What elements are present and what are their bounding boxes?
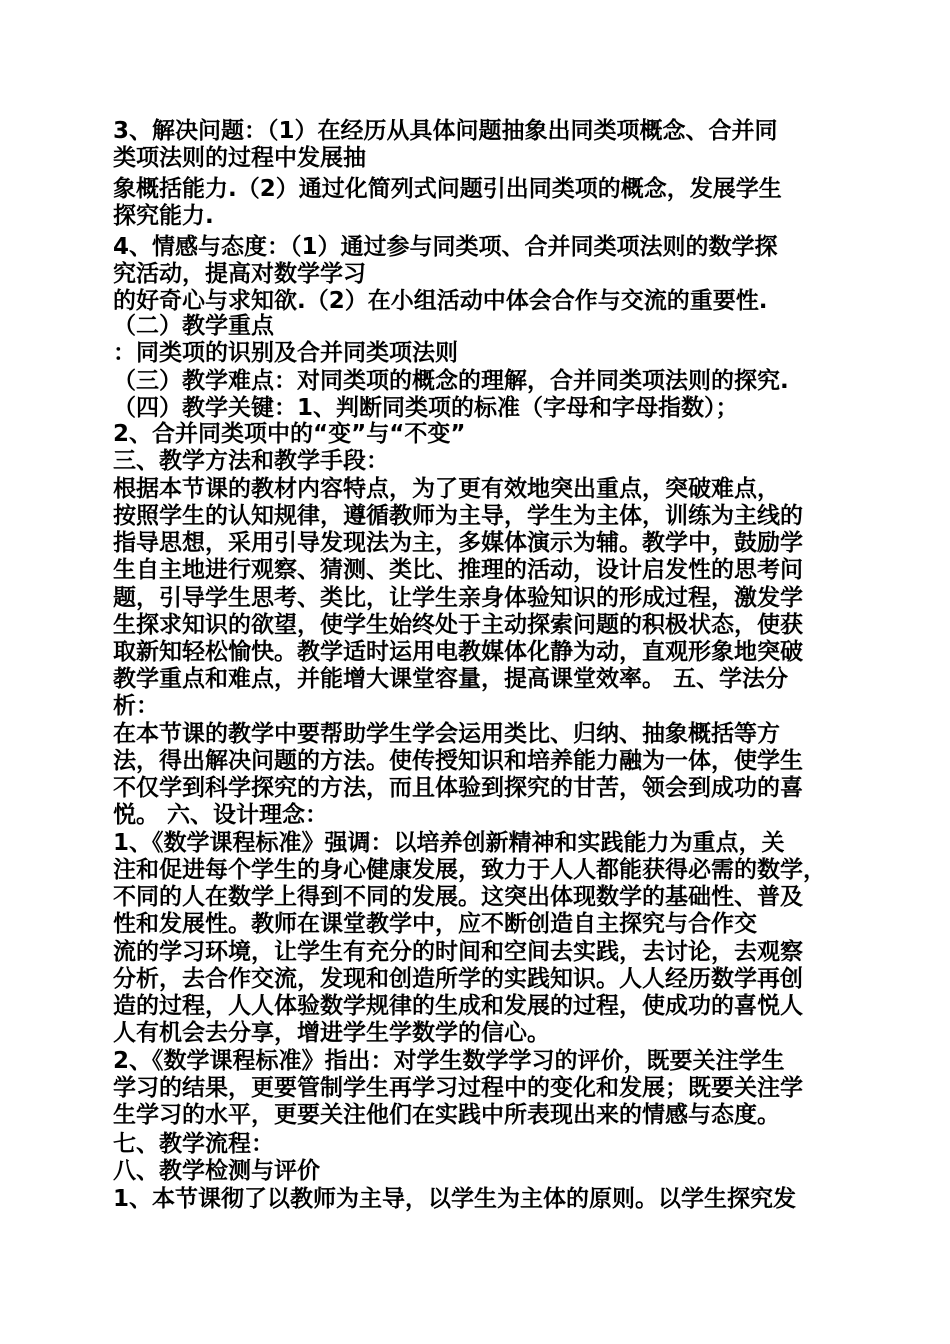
text-line: 不同的人在数学上得到不同的发展。这突出体现数学的基础性、普及	[113, 884, 803, 910]
text-line: 探究能力.	[113, 203, 214, 229]
text-line: 取新知轻松愉快。教学适时运用电教媒体化静为动，直观形象地突破	[113, 639, 803, 665]
text-line: 法，得出解决问题的方法。使传授知识和培养能力融为一体，使学生	[113, 748, 803, 774]
text-line: 析：	[113, 693, 159, 719]
text-line: 究活动，提高对数学学习	[113, 261, 366, 287]
text-line: 题，引导学生思考、类比，让学生亲身体验知识的形成过程，激发学	[113, 585, 803, 611]
section-heading: （四）教学关键：1、判断同类项的标准（字母和字母指数）；	[113, 395, 739, 421]
text-line: 教学重点和难点，并能增大课堂容量，提高课堂效率。 五、学法分	[113, 666, 789, 692]
text-line: ：同类项的识别及合并同类项法则	[113, 340, 458, 366]
text-line: 不仅学到科学探究的方法，而且体验到探究的甘苦，领会到成功的喜	[113, 775, 803, 801]
text-line: 学习的结果，更要管制学生再学习过程中的变化和发展；既要关注学	[113, 1075, 803, 1101]
text-line: 人有机会去分享，增进学生学数学的信心。	[113, 1020, 550, 1046]
text-line: 分析，去合作交流，发现和创造所学的实践知识。人人经历数学再创	[113, 966, 803, 992]
section-heading: 七、教学流程：	[113, 1131, 274, 1157]
text-line: 3、解决问题：（1）在经历从具体问题抽象出同类项概念、合并同	[113, 118, 778, 144]
text-line: 2、合并同类项中的“变”与“不变”	[113, 421, 466, 447]
text-line: 悦。 六、设计理念：	[113, 802, 329, 828]
text-line: 注和促进每个学生的身心健康发展，致力于人人都能获得必需的数学，	[113, 857, 826, 883]
text-line: 象概括能力.（2）通过化简列式问题引出同类项的概念，发展学生	[113, 176, 782, 202]
text-line: 生学习的水平，更要关注他们在实践中所表现出来的情感与态度。	[113, 1102, 780, 1128]
section-heading: 三、教学方法和教学手段：	[113, 448, 389, 474]
text-line: 性和发展性。教师在课堂教学中，应不断创造自主探究与合作交	[113, 911, 757, 937]
text-line: 流的学习环境，让学生有充分的时间和空间去实践，去讨论，去观察	[113, 939, 803, 965]
text-line: 指导思想，采用引导发现法为主，多媒体演示为辅。教学中，鼓励学	[113, 530, 803, 556]
text-line: 生自主地进行观察、猜测、类比、推理的活动，设计启发性的思考问	[113, 557, 803, 583]
text-line: 生探求知识的欲望，使学生始终处于主动探索问题的积极状态，使获	[113, 612, 803, 638]
section-heading: （三）教学难点：对同类项的概念的理解，合并同类项法则的探究.	[113, 368, 789, 394]
section-heading: （二）教学重点	[113, 313, 274, 339]
text-line: 2、《数学课程标准》指出：对学生数学学习的评价，既要关注学生	[113, 1048, 785, 1074]
text-line: 1、本节课彻了以教师为主导，以学生为主体的原则。以学生探究发	[113, 1186, 797, 1212]
text-line: 类项法则的过程中发展抽	[113, 145, 366, 171]
text-line: 造的过程，人人体验数学规律的生成和发展的过程，使成功的喜悦人	[113, 993, 803, 1019]
text-line: 在本节课的教学中要帮助学生学会运用类比、归纳、抽象概括等方	[113, 721, 780, 747]
text-line: 根据本节课的教材内容特点，为了更有效地突出重点，突破难点，	[113, 476, 780, 502]
text-line: 1、《数学课程标准》强调：以培养创新精神和实践能力为重点，关	[113, 830, 785, 856]
text-line: 的好奇心与求知欲.（2）在小组活动中体会合作与交流的重要性.	[113, 288, 768, 314]
section-heading: 八、教学检测与评价	[113, 1158, 320, 1184]
text-line: 按照学生的认知规律，遵循教师为主导，学生为主体，训练为主线的	[113, 503, 803, 529]
text-line: 4、情感与态度：（1）通过参与同类项、合并同类项法则的数学探	[113, 234, 778, 260]
